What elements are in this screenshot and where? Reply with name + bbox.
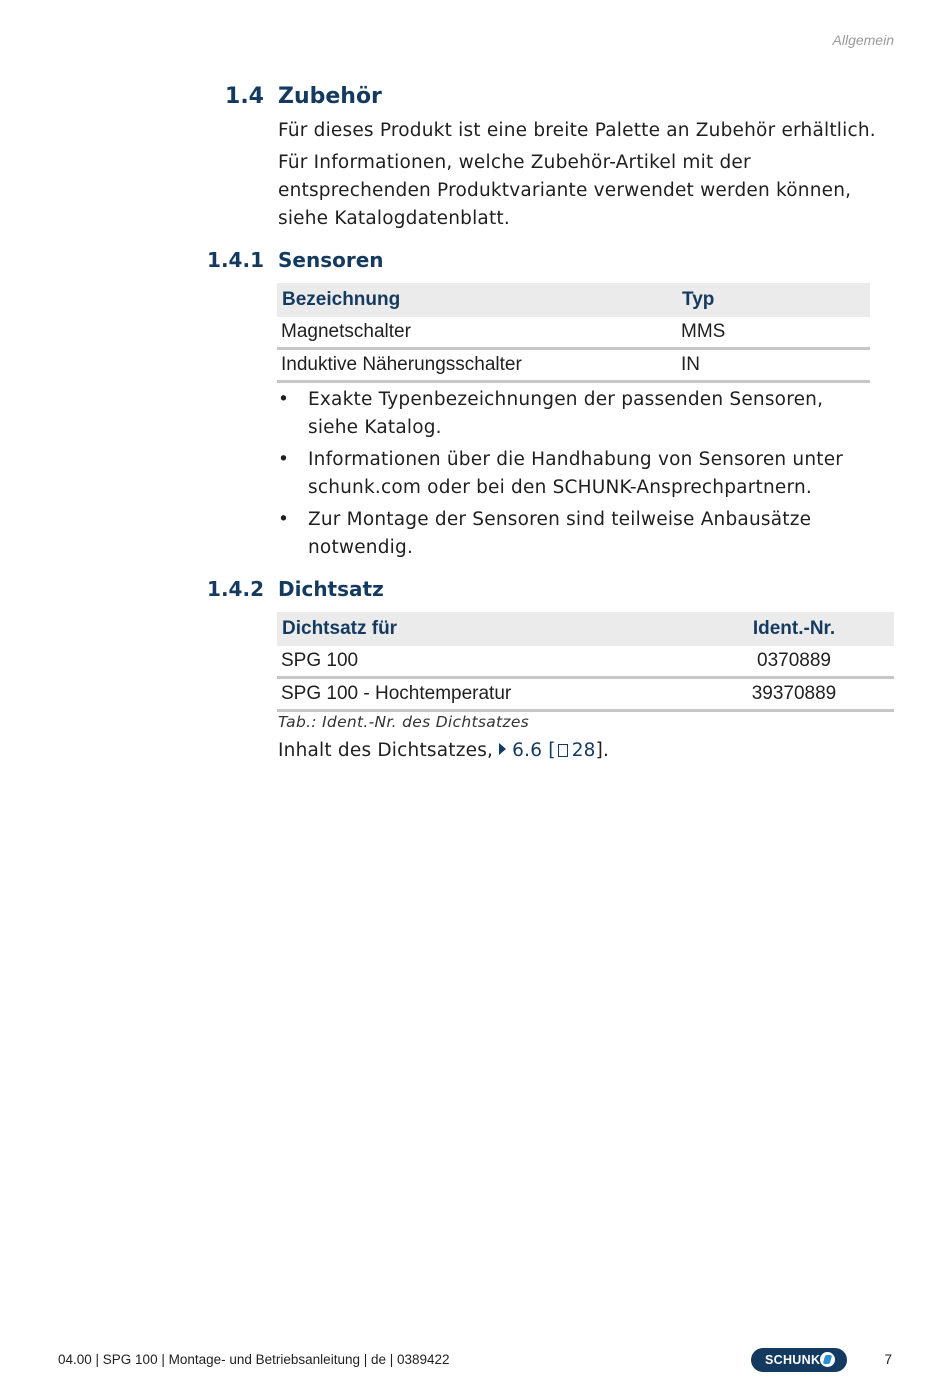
- table-header-row: [277, 612, 894, 646]
- arrow-right-icon: [499, 743, 506, 755]
- table-cell: SPG 100 - Hochtemperatur: [277, 678, 694, 711]
- section-title: Zubehör: [278, 84, 382, 109]
- list-item-text: Zur Montage der Sensoren sind teilweise Anbausätze notwendig.: [308, 509, 812, 558]
- table-cell: IN: [677, 349, 870, 382]
- list-item-text: Exakte Typenbezeichnungen der passenden Sensoren, siehe Katalog.: [308, 389, 824, 438]
- logo-text: SCHUNK: [765, 1353, 821, 1367]
- bullet-icon: •: [278, 449, 290, 470]
- info-paragraph: Für Informationen, welche Zubehör-Artikel mit der entsprechenden Produktvariante verwendet werden können, siehe Katalogdatenblatt.: [278, 152, 852, 229]
- table-cell: 39370889: [694, 678, 894, 711]
- bracket-open: [: [548, 740, 556, 761]
- table-cell: Induktive Näherungsschalter: [277, 349, 677, 382]
- list-item: [278, 386, 878, 442]
- section-number: 1.4: [225, 84, 264, 109]
- page-number: 7: [884, 1352, 892, 1367]
- schunk-logo: [751, 1348, 847, 1372]
- column-header: Ident.-Nr.: [694, 612, 894, 646]
- page-icon: [558, 744, 568, 757]
- table-cell: Magnetschalter: [277, 317, 677, 349]
- page-ref-link[interactable]: [548, 740, 595, 761]
- seal-kit-contents-ref: [278, 740, 609, 761]
- subsection-title: Dichtsatz: [278, 577, 384, 601]
- table-row: [277, 678, 894, 711]
- bracket-close: ].: [595, 740, 610, 761]
- sensor-notes-list: [278, 386, 878, 566]
- running-header: Allgemein: [832, 32, 894, 48]
- page-ref-number: 28: [571, 740, 596, 761]
- table-caption: Tab.: Ident.-Nr. des Dichtsatzes: [278, 713, 530, 731]
- contents-text: Inhalt des Dichtsatzes,: [278, 740, 494, 761]
- seal-kit-table: [277, 612, 894, 712]
- sensor-table: [277, 283, 870, 383]
- column-header: Dichtsatz für: [277, 612, 694, 646]
- table-row: [277, 317, 870, 349]
- bullet-icon: •: [278, 389, 290, 410]
- section-link[interactable]: 6.6: [512, 740, 543, 761]
- list-item: [278, 446, 878, 502]
- intro-paragraph: Für dieses Produkt ist eine breite Palette an Zubehör erhältlich.: [278, 120, 876, 141]
- table-cell: 0370889: [694, 646, 894, 678]
- column-header: Bezeichnung: [277, 283, 677, 317]
- column-header: Typ: [677, 283, 870, 317]
- list-item: [278, 506, 878, 562]
- table-row: [277, 349, 870, 382]
- subsection-number: 1.4.1: [207, 248, 264, 272]
- footer-doc-info: 04.00 | SPG 100 | Montage- und Betriebsanleitung | de | 0389422: [58, 1352, 450, 1367]
- bullet-icon: •: [278, 509, 290, 530]
- logo-mark-icon: [820, 1352, 835, 1367]
- table-header-row: [277, 283, 870, 317]
- table-row: [277, 646, 894, 678]
- list-item-text: Informationen über die Handhabung von Sensoren unter schunk.com oder bei den SCHUNK-Ansprechpartnern.: [308, 449, 844, 498]
- subsection-title: Sensoren: [278, 248, 384, 272]
- subsection-number: 1.4.2: [207, 577, 264, 601]
- table-cell: SPG 100: [277, 646, 694, 678]
- table-cell: MMS: [677, 317, 870, 349]
